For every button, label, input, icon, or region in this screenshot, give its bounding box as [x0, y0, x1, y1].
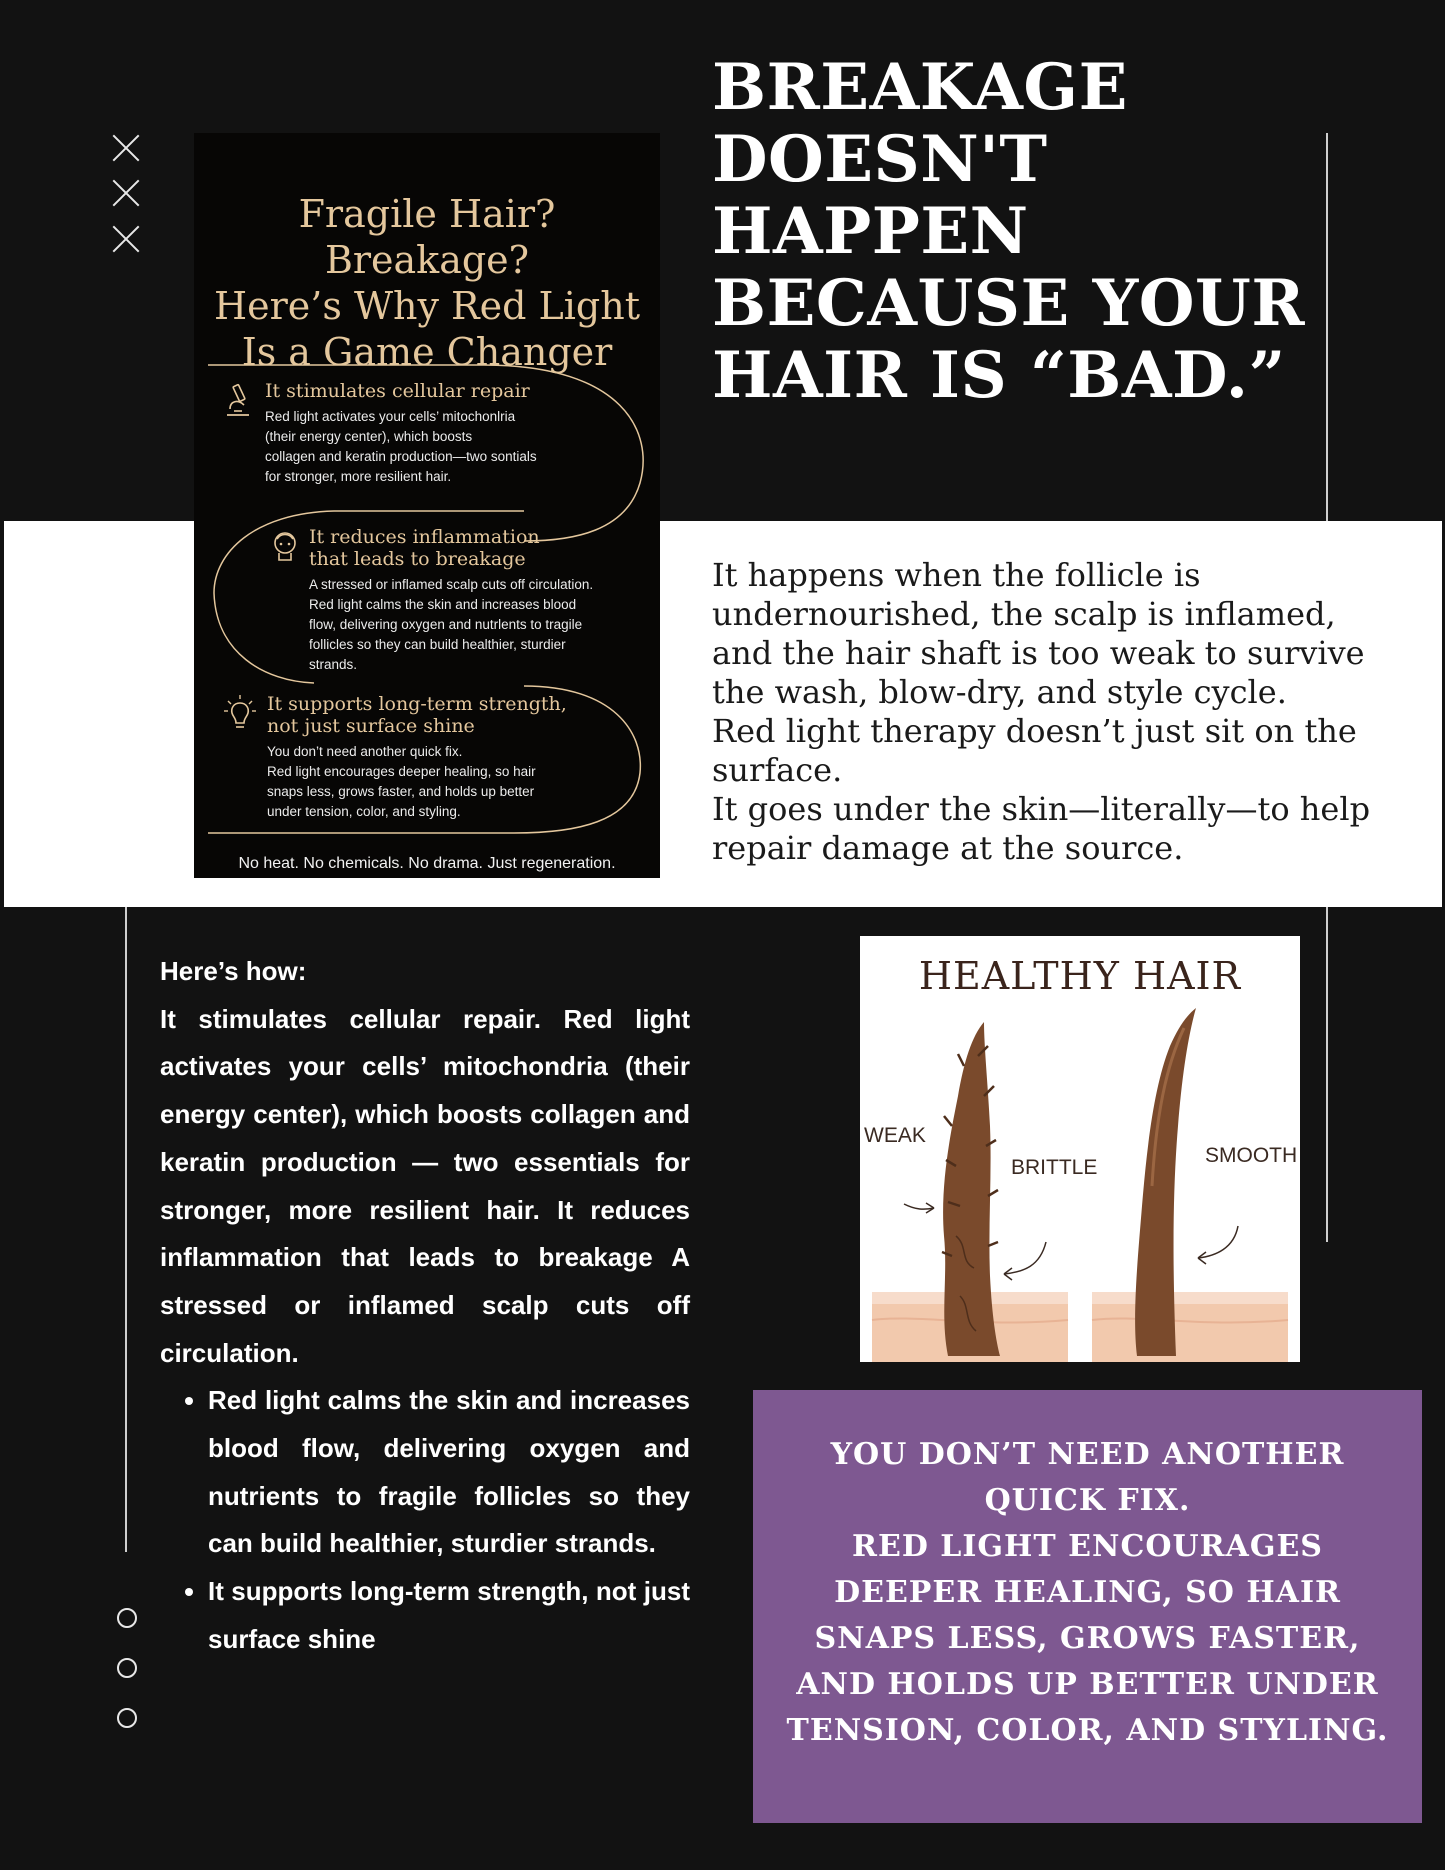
infographic-card: [194, 133, 660, 878]
section-title: It stimulates cellular repair: [265, 380, 530, 402]
x-mark-icon: [111, 224, 141, 254]
healthy-hair-illustration: [860, 936, 1300, 1362]
page-headline: BREAKAGE DOESN'T HAPPEN BECAUSE YOUR HAIR IS “BAD.”: [712, 50, 1305, 413]
section-body-line: follicles so they can build healthier, sturdier: [309, 637, 566, 652]
section-title-line: that leads to breakage: [309, 548, 526, 570]
infographic-section: [267, 693, 647, 822]
body-paragraph: It stimulates cellular repair. Red light activates your cells’ mitochondria (their energy center), which boosts collagen and keratin production — two essentials for stronger, more resilient hair. It reduces inflammation that leads to breakage A stressed or inflamed scalp cuts off circulation.: [160, 1003, 690, 1368]
section-title-line: not just surface shine: [267, 715, 475, 737]
divider-line: [1326, 907, 1328, 1242]
section-body-line: Red light activates your cells’ mitochonlria: [265, 409, 516, 424]
divider-line: [125, 907, 127, 1552]
section-body-line: flow, delivering oxygen and nutrlents to tragile: [309, 617, 583, 632]
callout-box: [753, 1390, 1422, 1823]
body-heading: Here’s how:: [160, 956, 307, 986]
list-item: • Red light calms the skin and increases blood flow, delivering oxygen and nutrients to fragile follicles so they can build healthier, sturdier strands.: [208, 1377, 690, 1568]
label-brittle: BRITTLE: [1011, 1156, 1098, 1179]
infographic-footer: No heat. No chemicals. No drama. Just regeneration.: [238, 855, 616, 872]
circle-icon: [117, 1658, 137, 1678]
list-item: • It supports long-term strength, not just surface shine: [208, 1568, 690, 1663]
section-body-line: (their energy center), which boosts: [265, 429, 473, 444]
section-body-line: collagen and keratin production—two sontials: [265, 449, 537, 464]
section-body-line: strands.: [309, 657, 358, 672]
callout-line: RED LIGHT ENCOURAGES DEEPER HEALING, SO HAIR SNAPS LESS, GROWS FASTER, AND HOLDS UP BETTER UNDER TENSION, COLOR, AND STYLING.: [786, 1529, 1389, 1748]
section-body: [265, 407, 645, 487]
infographic-title-line: Is a Game Changer: [241, 330, 613, 374]
callout-line: YOU DON’T NEED ANOTHER QUICK FIX.: [830, 1437, 1345, 1518]
section-body: [267, 742, 647, 822]
section-title-line: It supports long-term strength,: [267, 693, 567, 715]
label-smooth: SMOOTH: [1205, 1144, 1298, 1167]
intro-text: [712, 556, 1392, 868]
microscope-icon: [224, 383, 252, 419]
body-bullet-list: [160, 1377, 690, 1663]
section-body-line: A stressed or inflamed scalp cuts off circulation.: [309, 577, 594, 592]
circle-icon: [117, 1708, 137, 1728]
intro-paragraph: It happens when the follicle is undernourished, the scalp is inflamed, and the hair shaft is too weak to survive the wash, blow-dry, and style cycle.: [712, 556, 1365, 711]
section-title: [309, 526, 654, 570]
callout-text: [773, 1432, 1402, 1754]
section-body-line: You don’t need another quick fix.: [267, 744, 463, 759]
body-text: [160, 948, 690, 1664]
section-body-line: Red light encourages deeper healing, so hair: [267, 764, 536, 779]
intro-paragraph: It goes under the skin—literally—to help repair damage at the source.: [712, 790, 1371, 867]
scalp-icon: [270, 529, 300, 563]
section-body: [309, 575, 654, 675]
label-weak: WEAK: [864, 1124, 926, 1147]
lightbulb-icon: [224, 693, 256, 733]
section-body-line: under tension, color, and styling.: [267, 804, 461, 819]
section-body-line: for stronger, more resilient hair.: [265, 469, 452, 484]
section-body-line: snaps less, grows faster, and holds up better: [267, 784, 535, 799]
infographic-section: [309, 526, 654, 675]
illustration-title: HEALTHY HAIR: [918, 954, 1242, 998]
circle-icon: [117, 1608, 137, 1628]
section-title-line: It reduces inflammation: [309, 526, 540, 548]
x-mark-icon: [111, 178, 141, 208]
intro-paragraph: Red light therapy doesn’t just sit on the surface.: [712, 712, 1357, 789]
x-mark-icon: [111, 133, 141, 163]
section-title: [267, 693, 647, 737]
infographic-section: [265, 380, 645, 487]
section-body-line: Red light calms the skin and increases blood: [309, 597, 577, 612]
infographic-title-line: Here’s Why Red Light: [214, 284, 640, 328]
infographic-title-line: Fragile Hair? Breakage?: [298, 192, 556, 282]
